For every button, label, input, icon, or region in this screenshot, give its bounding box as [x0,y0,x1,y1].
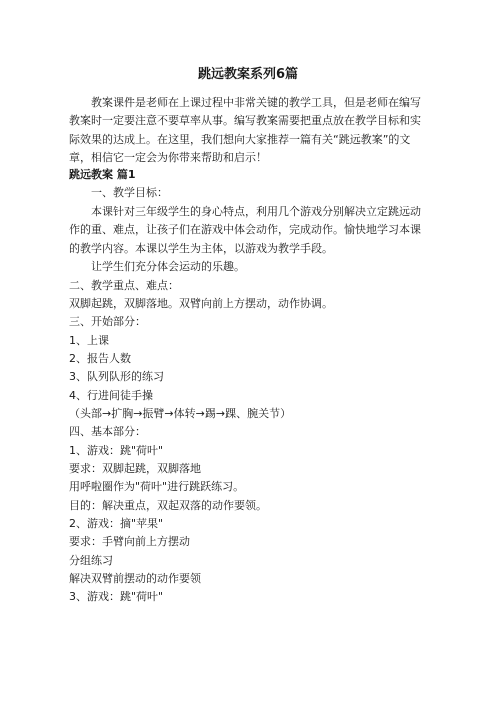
intro-paragraph: 教案课件是老师在上课过程中非常关键的教学工具，但是老师在编写教案时一定要注意不要草率从事。编写教案需要把重点放在教学目标和实际效果的达成上。在这里，我们想向大家推荐一篇有关“跳远教案”的文章，相信它一定会为你带来帮助和启示！ [69,96,421,164]
section-heading: 跳远教案 篇1 [69,168,136,181]
text-line: 要求：手臂向前上方摆动 [69,535,190,548]
document-title: 跳远教案系列6篇 [197,67,299,82]
text-line: 目的：解决重点，双起双落的动作要领。 [69,499,267,512]
text-line: 双脚起跳，双脚落地。双臂向前上方摆动，动作协调。 [69,297,333,310]
text-line: 2、游戏：摘"苹果" [69,517,164,530]
text-line: 4、行进间徒手操 [69,389,153,402]
text-line: （头部→扩胸→振臂→体转→踢→踝、腕关节） [69,407,292,420]
text-line: 解决双臂前摆动的动作要领 [69,572,201,585]
text-line: 四、基本部分： [69,425,146,438]
text-line: 用呼啦圈作为"荷叶"进行跳跃练习。 [69,480,245,493]
objective-paragraph: 本课针对三年级学生的身心特点，利用几个游戏分别解决立定跳远动作的重、难点，让孩子们在游戏中体会动作，完成动作。愉快地学习本课的教学内容。本课以学生为主体，以游戏为教学手段。 [69,205,421,255]
text-line: 二、教学重点、难点： [69,279,179,292]
text-line: 1、上课 [69,334,109,347]
text-line: 分组练习 [69,554,113,567]
text-line: 让学生们充分体会运动的乐趣。 [91,260,245,273]
text-line: 三、开始部分： [69,315,146,328]
text-line: 2、报告人数 [69,352,131,365]
text-line: 1、游戏：跳"荷叶" [69,444,164,457]
text-line: 3、游戏：跳"荷叶" [69,590,164,603]
text-line: 3、队列队形的练习 [69,370,164,383]
text-line: 要求：双脚起跳，双脚落地 [69,462,201,475]
text-line: 一、教学目标： [91,186,168,199]
